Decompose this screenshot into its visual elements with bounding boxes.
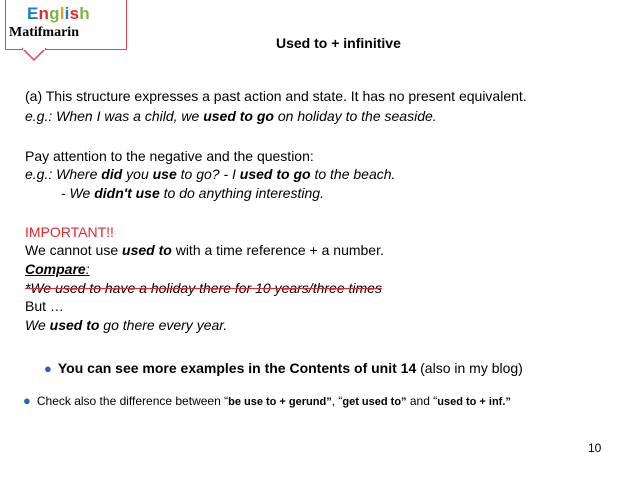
logo-letter: h: [79, 4, 90, 23]
page-number: 10: [588, 441, 602, 455]
slide-title: Used to + infinitive: [276, 35, 401, 51]
negative-question-note: Pay attention to the negative and the question:: [25, 148, 314, 164]
compare-label: Compare:: [25, 261, 90, 277]
logo-author: Matifmarin: [9, 25, 79, 40]
wrong-example: *We used to have a holiday there for 10 years/three times: [25, 280, 382, 296]
logo-letter: i: [64, 4, 70, 23]
logo-pointer-shape: [22, 48, 52, 62]
logo-letter: n: [38, 4, 50, 23]
logo-wordmark: [27, 4, 90, 24]
bullet-check-difference: ● Check also the difference between “be use to + gerund”, “get used to” and “used to + inf.”: [23, 393, 511, 408]
example-seaside: e.g.: When I was a child, we used to go on holiday to the seaside.: [25, 108, 437, 124]
important-heading: IMPORTANT!!: [25, 224, 114, 240]
time-reference-rule: We cannot use used to with a time reference + a number.: [25, 242, 384, 258]
rule-statement: (a) This structure expresses a past action and state. It has no present equivalent.: [25, 88, 527, 104]
logo-letter: g: [49, 4, 60, 23]
logo-letter: E: [27, 4, 39, 23]
bullet-dot-icon: ●: [44, 361, 52, 376]
bullet-more-examples: ● You can see more examples in the Contents of unit 14 (also in my blog): [44, 360, 523, 376]
but-text: But …: [25, 298, 64, 314]
example-negative: - We didn't use to do anything interesting.: [61, 185, 324, 201]
correct-example: We used to go there every year.: [25, 317, 228, 333]
example-question: e.g.: Where did you use to go? - I used to go to the beach.: [25, 166, 396, 182]
bullet-dot-icon: ●: [23, 393, 31, 408]
logo-letter: l: [59, 4, 65, 23]
logo-letter: s: [69, 4, 80, 23]
